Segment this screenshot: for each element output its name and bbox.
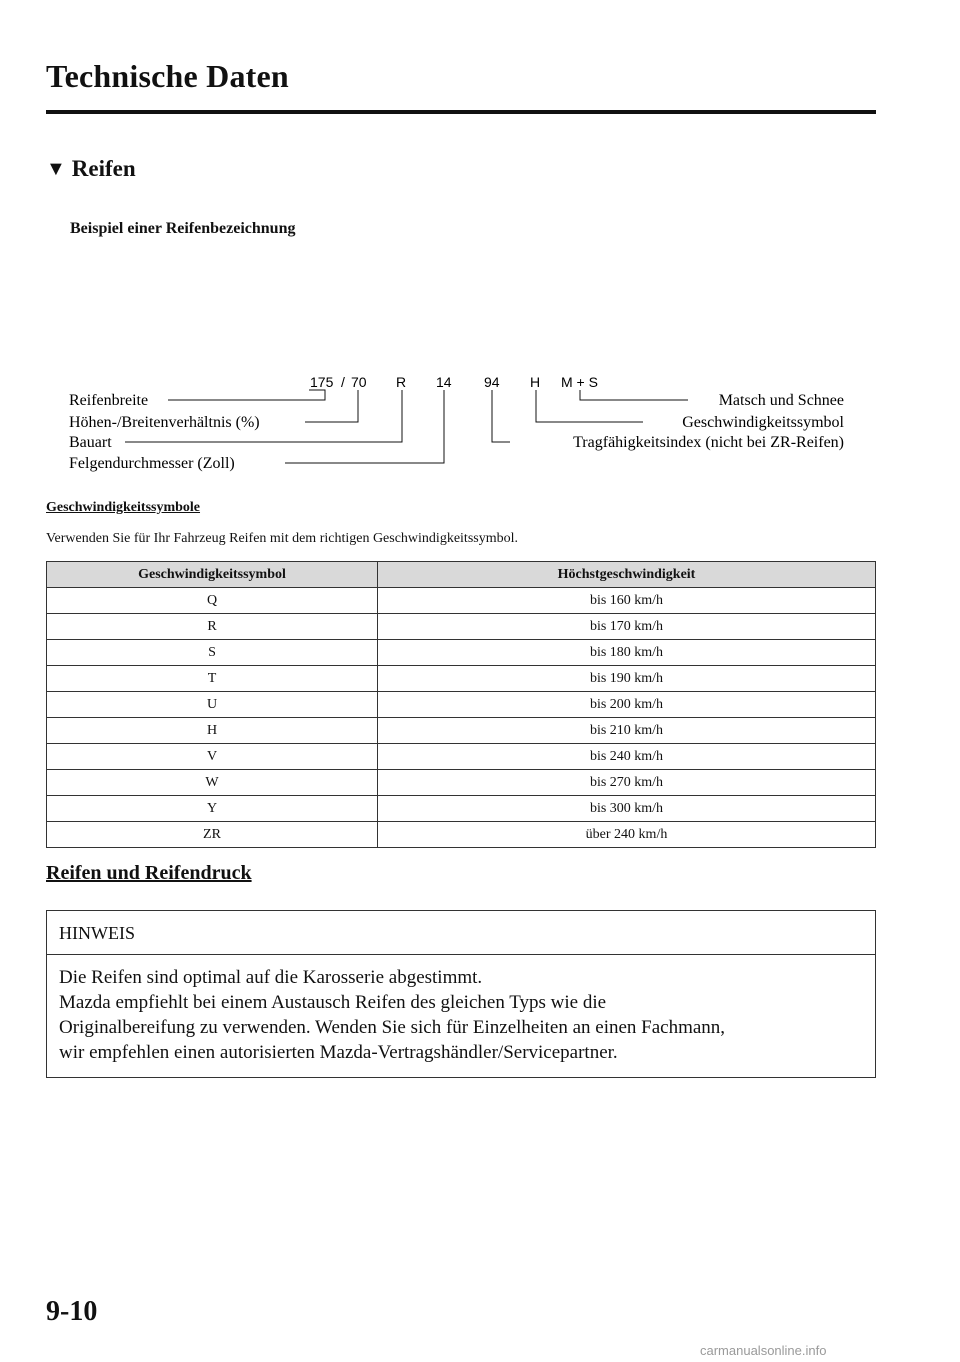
note-line: Mazda empfiehlt bei einem Austausch Reifen des gleichen Typs wie die <box>59 992 607 1013</box>
note-line: wir empfehlen einen autorisierten Mazda-Vertragshändler/Servicepartner. <box>59 1042 618 1063</box>
speed-cell: bis 160 km/h <box>378 588 876 614</box>
speed-cell: bis 240 km/h <box>378 744 876 770</box>
speed-cell: bis 190 km/h <box>378 666 876 692</box>
table-row <box>47 588 876 614</box>
tires-pressure-heading: Reifen und Reifendruck <box>46 862 252 884</box>
note-line: Die Reifen sind optimal auf die Karosserie abgestimmt. <box>59 967 483 988</box>
leader-rim <box>285 390 444 463</box>
code-construction: R <box>396 374 407 390</box>
speed-cell: bis 200 km/h <box>378 692 876 718</box>
table-row <box>47 692 876 718</box>
table-row <box>47 822 876 848</box>
table-row <box>47 718 876 744</box>
label-construction: Bauart <box>69 434 112 451</box>
speed-symbols-intro: Verwenden Sie für Ihr Fahrzeug Reifen mit dem richtigen Geschwindigkeitssymbol. <box>46 531 518 546</box>
leader-load <box>492 390 510 442</box>
speed-cell: bis 210 km/h <box>378 718 876 744</box>
section-heading <box>46 156 136 182</box>
column-header-symbol: Geschwindigkeitssymbol <box>47 562 378 588</box>
table-header-row <box>47 562 876 588</box>
label-rim: Felgendurchmesser (Zoll) <box>69 455 235 472</box>
speed-symbols-table <box>46 561 876 848</box>
note-box <box>46 910 876 1078</box>
leader-width <box>168 390 325 400</box>
label-ms: Matsch und Schnee <box>718 392 844 409</box>
section-title: Reifen <box>71 156 136 181</box>
speed-cell: bis 180 km/h <box>378 640 876 666</box>
symbol-cell: R <box>47 614 378 640</box>
code-speed: H <box>530 374 541 390</box>
speed-cell: bis 300 km/h <box>378 796 876 822</box>
code-slash: / <box>341 374 345 390</box>
tire-designation-diagram <box>0 360 960 480</box>
diagram-caption: Beispiel einer Reifenbezeichnung <box>70 220 296 237</box>
label-width: Reifenbreite <box>69 392 149 409</box>
code-ratio: 70 <box>351 374 367 390</box>
symbol-cell: Y <box>47 796 378 822</box>
chapter-divider <box>46 110 876 114</box>
symbol-cell: H <box>47 718 378 744</box>
symbol-cell: T <box>47 666 378 692</box>
table-row <box>47 666 876 692</box>
label-ratio: Höhen-/Breitenverhältnis (%) <box>69 414 260 431</box>
table-row <box>47 796 876 822</box>
note-body <box>47 955 875 1077</box>
chapter-title: Technische Daten <box>46 58 289 94</box>
speed-cell: bis 270 km/h <box>378 770 876 796</box>
symbol-cell: V <box>47 744 378 770</box>
code-width: 175 <box>310 374 334 390</box>
label-speed: Geschwindigkeitssymbol <box>682 414 844 431</box>
note-line: Originalbereifung zu verwenden. Wenden Sie sich für Einzelheiten an einen Fachmann, <box>59 1017 726 1038</box>
leader-speed <box>536 390 643 422</box>
leader-ratio <box>305 390 358 422</box>
code-ms: M + S <box>561 374 598 390</box>
symbol-cell: S <box>47 640 378 666</box>
speed-cell: bis 170 km/h <box>378 614 876 640</box>
speed-cell: über 240 km/h <box>378 822 876 848</box>
table-row <box>47 614 876 640</box>
symbol-cell: U <box>47 692 378 718</box>
symbol-cell: ZR <box>47 822 378 848</box>
code-rim: 14 <box>436 374 452 390</box>
speed-symbols-heading: Geschwindigkeitssymbole <box>46 500 201 515</box>
code-load: 94 <box>484 374 500 390</box>
symbol-cell: Q <box>47 588 378 614</box>
note-title: HINWEIS <box>47 911 875 955</box>
table-row <box>47 770 876 796</box>
table-row <box>47 640 876 666</box>
watermark: carmanualsonline.info <box>700 1343 827 1358</box>
page-number: 9-10 <box>46 1296 98 1327</box>
symbol-cell: W <box>47 770 378 796</box>
column-header-max-speed: Höchstgeschwindigkeit <box>378 562 876 588</box>
table-row <box>47 744 876 770</box>
triangle-down-icon: ▼ <box>46 157 66 180</box>
label-load: Tragfähigkeitsindex (nicht bei ZR-Reifen) <box>573 434 844 451</box>
leader-ms <box>580 390 688 400</box>
